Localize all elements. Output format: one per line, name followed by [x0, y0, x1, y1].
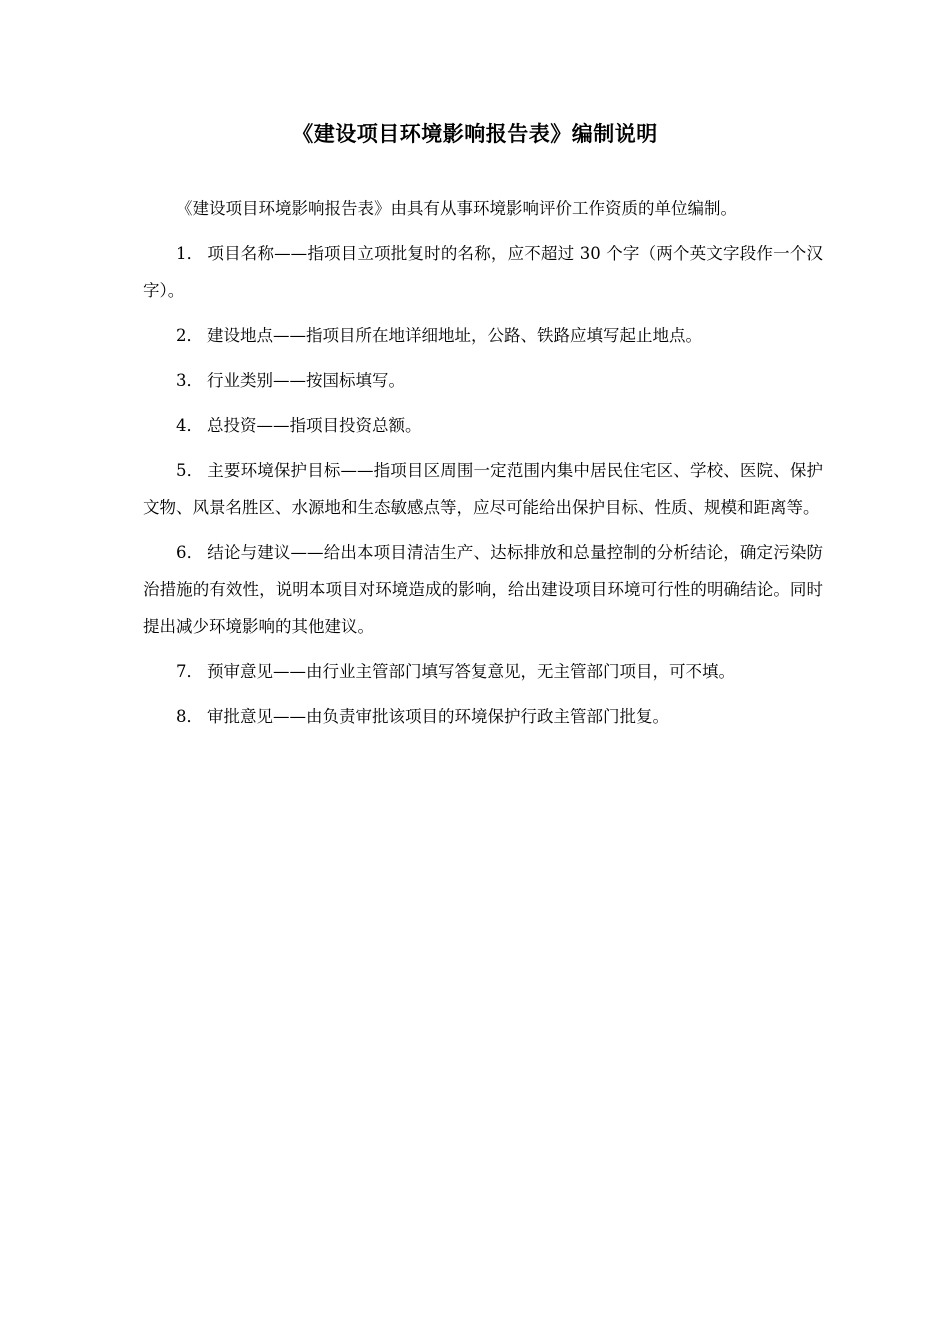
- item-text: 审批意见——由负责审批该项目的环境保护行政主管部门批复。: [207, 707, 669, 726]
- list-item: [143, 317, 823, 354]
- item-number: 5．: [176, 461, 204, 480]
- list-item: [143, 362, 823, 399]
- list-item: [143, 534, 823, 645]
- item-number: 7．: [176, 662, 203, 681]
- item-number: 4．: [176, 416, 203, 435]
- list-item: [143, 407, 823, 444]
- document-title: 《建设项目环境影响报告表》编制说明: [292, 121, 658, 146]
- item-text: 预审意见——由行业主管部门填写答复意见，无主管部门项目，可不填。: [207, 662, 735, 681]
- item-number: 1．: [176, 244, 204, 263]
- item-text: 结论与建议——给出本项目清洁生产、达标排放和总量控制的分析结论，确定污染防治措施的有效性，说明本项目对环境造成的影响，给出建设项目环境可行性的明确结论。同时提出减少环境影响的其他建议。: [143, 543, 823, 636]
- list-item: [143, 698, 823, 735]
- list-item: [143, 653, 823, 690]
- list-item: [143, 452, 823, 526]
- document-body: [143, 190, 823, 743]
- item-number: 6．: [176, 543, 204, 562]
- item-number: 8．: [176, 707, 203, 726]
- item-text: 项目名称——指项目立项批复时的名称，应不超过 30 个字（两个英文字段作一个汉字）。: [143, 244, 823, 300]
- intro-paragraph: 《建设项目环境影响报告表》由具有从事环境影响评价工作资质的单位编制。: [176, 199, 737, 218]
- item-text: 建设地点——指项目所在地详细地址，公路、铁路应填写起止地点。: [207, 326, 702, 345]
- list-item: [143, 235, 823, 309]
- item-number: 2．: [176, 326, 203, 345]
- item-text: 主要环境保护目标——指项目区周围一定范围内集中居民住宅区、学校、医院、保护文物、风景名胜区、水源地和生态敏感点等，应尽可能给出保护目标、性质、规模和距离等。: [143, 461, 823, 517]
- item-number: 3．: [176, 371, 203, 390]
- item-text: 行业类别——按国标填写。: [207, 371, 405, 390]
- item-text: 总投资——指项目投资总额。: [207, 416, 422, 435]
